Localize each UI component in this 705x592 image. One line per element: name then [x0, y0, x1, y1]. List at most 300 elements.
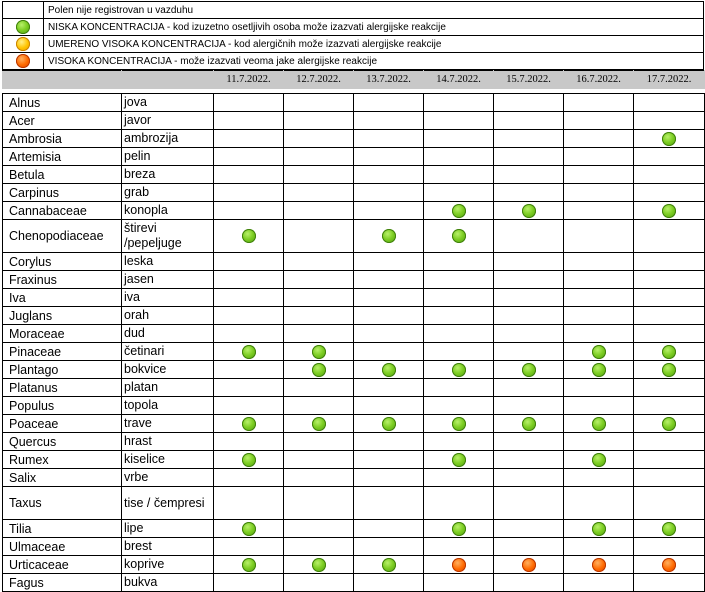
concentration-cell: [214, 469, 284, 487]
concentration-cell: [424, 343, 494, 361]
table-row: [3, 343, 705, 361]
concentration-cell: [354, 148, 424, 166]
pollen-low-dot-icon: [242, 345, 256, 359]
table-row: [3, 271, 705, 289]
concentration-cell: [494, 112, 564, 130]
table-row: [3, 289, 705, 307]
table-row: [3, 556, 705, 574]
pollen-low-dot-icon: [592, 345, 606, 359]
concentration-cell: [214, 94, 284, 112]
concentration-cell: [634, 112, 705, 130]
concentration-cell: [424, 220, 494, 253]
concentration-cell: [284, 307, 354, 325]
concentration-cell: [214, 166, 284, 184]
latin-name: Pinaceae: [3, 343, 122, 361]
concentration-cell: [214, 361, 284, 379]
local-name: dud: [122, 325, 214, 343]
concentration-cell: [634, 379, 705, 397]
concentration-cell: [214, 271, 284, 289]
concentration-cell: [424, 289, 494, 307]
concentration-cell: [564, 469, 634, 487]
concentration-cell: [354, 556, 424, 574]
pollen-mid-dot-icon: [16, 37, 30, 51]
concentration-cell: [284, 574, 354, 592]
local-name: iva: [122, 289, 214, 307]
concentration-cell: [564, 202, 634, 220]
concentration-cell: [424, 415, 494, 433]
concentration-cell: [564, 325, 634, 343]
concentration-cell: [494, 574, 564, 592]
concentration-cell: [634, 130, 705, 148]
legend-row: [3, 2, 704, 19]
concentration-cell: [494, 451, 564, 469]
pollen-low-dot-icon: [662, 522, 676, 536]
concentration-cell: [494, 289, 564, 307]
concentration-cell: [354, 325, 424, 343]
concentration-cell: [354, 94, 424, 112]
concentration-cell: [494, 487, 564, 520]
pollen-low-dot-icon: [662, 132, 676, 146]
concentration-cell: [424, 166, 494, 184]
concentration-cell: [424, 574, 494, 592]
concentration-cell: [634, 289, 705, 307]
concentration-cell: [354, 202, 424, 220]
local-name: topola: [122, 397, 214, 415]
pollen-low-dot-icon: [312, 363, 326, 377]
latin-name: Populus: [3, 397, 122, 415]
pollen-low-dot-icon: [592, 363, 606, 377]
latin-name: Chenopodiaceae: [3, 220, 122, 253]
concentration-cell: [214, 202, 284, 220]
table-row: [3, 184, 705, 202]
table-row: [3, 451, 705, 469]
pollen-low-dot-icon: [592, 453, 606, 467]
local-name: ambrozija: [122, 130, 214, 148]
local-name: jova: [122, 94, 214, 112]
concentration-cell: [424, 397, 494, 415]
table-row: [3, 469, 705, 487]
table-row: [3, 307, 705, 325]
concentration-cell: [564, 415, 634, 433]
local-name: štirevi /pepeljuge: [122, 220, 214, 253]
concentration-cell: [284, 343, 354, 361]
concentration-cell: [284, 451, 354, 469]
concentration-cell: [424, 469, 494, 487]
concentration-cell: [634, 556, 705, 574]
table-row: [3, 94, 705, 112]
latin-name: Moraceae: [3, 325, 122, 343]
concentration-cell: [354, 130, 424, 148]
date-header: 17.7.2022.: [634, 71, 705, 89]
header-blank-cell: [122, 71, 214, 89]
concentration-cell: [214, 325, 284, 343]
pollen-grid: [2, 70, 705, 592]
concentration-cell: [424, 556, 494, 574]
concentration-cell: [564, 451, 634, 469]
concentration-cell: [354, 415, 424, 433]
table-row: [3, 574, 705, 592]
concentration-cell: [214, 397, 284, 415]
concentration-cell: [494, 166, 564, 184]
table-row: [3, 361, 705, 379]
pollen-low-dot-icon: [452, 453, 466, 467]
concentration-cell: [564, 379, 634, 397]
legend-row: [3, 53, 704, 70]
concentration-cell: [424, 361, 494, 379]
concentration-cell: [354, 184, 424, 202]
concentration-cell: [214, 307, 284, 325]
concentration-cell: [424, 307, 494, 325]
pollen-low-dot-icon: [242, 522, 256, 536]
concentration-cell: [354, 361, 424, 379]
concentration-cell: [284, 112, 354, 130]
concentration-cell: [284, 433, 354, 451]
concentration-cell: [354, 487, 424, 520]
pollen-low-dot-icon: [662, 363, 676, 377]
pollen-low-dot-icon: [452, 204, 466, 218]
concentration-cell: [494, 397, 564, 415]
concentration-cell: [354, 397, 424, 415]
concentration-cell: [494, 202, 564, 220]
concentration-cell: [214, 379, 284, 397]
concentration-cell: [634, 202, 705, 220]
pollen-high-dot-icon: [592, 558, 606, 572]
concentration-cell: [494, 325, 564, 343]
concentration-cell: [284, 415, 354, 433]
pollen-low-dot-icon: [312, 345, 326, 359]
concentration-cell: [424, 325, 494, 343]
concentration-cell: [564, 397, 634, 415]
concentration-cell: [284, 253, 354, 271]
concentration-cell: [424, 253, 494, 271]
legend-row: [3, 36, 704, 53]
pollen-low-dot-icon: [242, 229, 256, 243]
pollen-low-dot-icon: [662, 204, 676, 218]
legend-text: VISOKA KONCENTRACIJA - može izazvati veoma jake alergijske reakcije: [44, 53, 704, 70]
legend-row: [3, 19, 704, 36]
table-row: [3, 325, 705, 343]
local-name: grab: [122, 184, 214, 202]
local-name: orah: [122, 307, 214, 325]
concentration-cell: [634, 451, 705, 469]
latin-name: Ambrosia: [3, 130, 122, 148]
concentration-cell: [214, 538, 284, 556]
date-header: 11.7.2022.: [214, 71, 284, 89]
concentration-cell: [424, 184, 494, 202]
concentration-cell: [354, 271, 424, 289]
concentration-cell: [494, 433, 564, 451]
concentration-cell: [354, 220, 424, 253]
concentration-cell: [284, 202, 354, 220]
concentration-cell: [424, 451, 494, 469]
latin-name: Fraxinus: [3, 271, 122, 289]
date-header: 15.7.2022.: [494, 71, 564, 89]
pollen-low-dot-icon: [382, 558, 396, 572]
concentration-cell: [284, 271, 354, 289]
pollen-low-dot-icon: [522, 363, 536, 377]
concentration-cell: [564, 271, 634, 289]
latin-name: Alnus: [3, 94, 122, 112]
pollen-low-dot-icon: [592, 522, 606, 536]
concentration-cell: [634, 343, 705, 361]
concentration-cell: [564, 220, 634, 253]
pollen-grid-body: [3, 71, 705, 592]
latin-name: Artemisia: [3, 148, 122, 166]
concentration-cell: [354, 433, 424, 451]
concentration-cell: [354, 112, 424, 130]
concentration-cell: [354, 307, 424, 325]
concentration-cell: [424, 433, 494, 451]
concentration-cell: [634, 325, 705, 343]
concentration-cell: [564, 112, 634, 130]
concentration-cell: [424, 130, 494, 148]
concentration-cell: [494, 415, 564, 433]
concentration-cell: [424, 520, 494, 538]
concentration-cell: [284, 130, 354, 148]
legend-symbol-cell: [3, 36, 44, 53]
table-row: [3, 433, 705, 451]
latin-name: Urticaceae: [3, 556, 122, 574]
pollen-low-dot-icon: [382, 417, 396, 431]
pollen-low-dot-icon: [452, 522, 466, 536]
concentration-cell: [284, 148, 354, 166]
concentration-cell: [494, 253, 564, 271]
concentration-cell: [214, 112, 284, 130]
concentration-cell: [214, 289, 284, 307]
concentration-cell: [634, 415, 705, 433]
latin-name: Betula: [3, 166, 122, 184]
concentration-cell: [494, 520, 564, 538]
latin-name: Ulmaceae: [3, 538, 122, 556]
pollen-low-dot-icon: [242, 453, 256, 467]
local-name: pelin: [122, 148, 214, 166]
table-row: [3, 202, 705, 220]
local-name: lipe: [122, 520, 214, 538]
concentration-cell: [424, 94, 494, 112]
concentration-cell: [214, 130, 284, 148]
concentration-cell: [354, 469, 424, 487]
concentration-cell: [634, 220, 705, 253]
local-name: kiselice: [122, 451, 214, 469]
concentration-cell: [284, 397, 354, 415]
table-row: [3, 415, 705, 433]
pollen-low-dot-icon: [242, 558, 256, 572]
legend-table: [2, 1, 704, 70]
pollen-low-dot-icon: [592, 417, 606, 431]
local-name: platan: [122, 379, 214, 397]
concentration-cell: [214, 184, 284, 202]
legend-text: NISKA KONCENTRACIJA - kod izuzetno osetljivih osoba može izazvati alergijske reakcije: [44, 19, 704, 36]
latin-name: Salix: [3, 469, 122, 487]
date-header: 12.7.2022.: [284, 71, 354, 89]
table-row: [3, 148, 705, 166]
concentration-cell: [634, 397, 705, 415]
latin-name: Acer: [3, 112, 122, 130]
local-name: hrast: [122, 433, 214, 451]
concentration-cell: [634, 184, 705, 202]
concentration-cell: [424, 112, 494, 130]
table-row: [3, 487, 705, 520]
latin-name: Platanus: [3, 379, 122, 397]
table-row: [3, 538, 705, 556]
latin-name: Rumex: [3, 451, 122, 469]
concentration-cell: [424, 538, 494, 556]
concentration-cell: [424, 148, 494, 166]
concentration-cell: [634, 487, 705, 520]
latin-name: Fagus: [3, 574, 122, 592]
local-name: bukva: [122, 574, 214, 592]
concentration-cell: [634, 271, 705, 289]
legend-text: Polen nije registrovan u vazduhu: [44, 2, 704, 19]
concentration-cell: [564, 361, 634, 379]
concentration-cell: [564, 538, 634, 556]
concentration-cell: [564, 520, 634, 538]
concentration-cell: [494, 271, 564, 289]
date-header: 13.7.2022.: [354, 71, 424, 89]
header-blank-cell: [3, 71, 122, 89]
concentration-cell: [214, 433, 284, 451]
pollen-low-dot-icon: [312, 417, 326, 431]
concentration-cell: [214, 556, 284, 574]
concentration-cell: [564, 307, 634, 325]
concentration-cell: [634, 520, 705, 538]
local-name: leska: [122, 253, 214, 271]
concentration-cell: [284, 325, 354, 343]
date-header: 16.7.2022.: [564, 71, 634, 89]
table-row: [3, 112, 705, 130]
concentration-cell: [564, 556, 634, 574]
concentration-cell: [494, 94, 564, 112]
concentration-cell: [354, 451, 424, 469]
latin-name: Taxus: [3, 487, 122, 520]
concentration-cell: [354, 166, 424, 184]
date-header-row: [3, 71, 705, 89]
pollen-low-dot-icon: [522, 204, 536, 218]
concentration-cell: [564, 148, 634, 166]
table-row: [3, 379, 705, 397]
local-name: breza: [122, 166, 214, 184]
table-row: [3, 253, 705, 271]
concentration-cell: [494, 220, 564, 253]
concentration-cell: [494, 469, 564, 487]
concentration-cell: [214, 343, 284, 361]
concentration-cell: [424, 271, 494, 289]
local-name: četinari: [122, 343, 214, 361]
latin-name: Plantago: [3, 361, 122, 379]
concentration-cell: [634, 361, 705, 379]
concentration-cell: [424, 379, 494, 397]
latin-name: Tilia: [3, 520, 122, 538]
concentration-cell: [214, 574, 284, 592]
pollen-high-dot-icon: [522, 558, 536, 572]
concentration-cell: [424, 202, 494, 220]
concentration-cell: [494, 556, 564, 574]
concentration-cell: [494, 538, 564, 556]
concentration-cell: [284, 220, 354, 253]
date-header: 14.7.2022.: [424, 71, 494, 89]
concentration-cell: [284, 184, 354, 202]
latin-name: Juglans: [3, 307, 122, 325]
legend-symbol-cell: [3, 53, 44, 70]
concentration-cell: [284, 94, 354, 112]
concentration-cell: [214, 220, 284, 253]
concentration-cell: [494, 343, 564, 361]
concentration-cell: [354, 574, 424, 592]
concentration-cell: [564, 130, 634, 148]
local-name: vrbe: [122, 469, 214, 487]
concentration-cell: [494, 130, 564, 148]
table-row: [3, 397, 705, 415]
concentration-cell: [634, 538, 705, 556]
pollen-high-dot-icon: [16, 54, 30, 68]
latin-name: Corylus: [3, 253, 122, 271]
concentration-cell: [284, 379, 354, 397]
concentration-cell: [214, 253, 284, 271]
concentration-cell: [354, 538, 424, 556]
concentration-cell: [214, 451, 284, 469]
concentration-cell: [284, 469, 354, 487]
pollen-low-dot-icon: [662, 417, 676, 431]
concentration-cell: [564, 166, 634, 184]
latin-name: Poaceae: [3, 415, 122, 433]
concentration-cell: [564, 94, 634, 112]
concentration-cell: [494, 379, 564, 397]
concentration-cell: [214, 487, 284, 520]
pollen-low-dot-icon: [312, 558, 326, 572]
pollen-low-dot-icon: [16, 20, 30, 34]
concentration-cell: [284, 487, 354, 520]
pollen-low-dot-icon: [382, 363, 396, 377]
legend-text: UMERENO VISOKA KONCENTRACIJA - kod alergičnih može izazvati alergijske reakcije: [44, 36, 704, 53]
concentration-cell: [284, 556, 354, 574]
pollen-high-dot-icon: [662, 558, 676, 572]
concentration-cell: [564, 289, 634, 307]
local-name: konopla: [122, 202, 214, 220]
pollen-low-dot-icon: [452, 363, 466, 377]
concentration-cell: [284, 361, 354, 379]
concentration-cell: [494, 184, 564, 202]
pollen-low-dot-icon: [522, 417, 536, 431]
latin-name: Carpinus: [3, 184, 122, 202]
pollen-low-dot-icon: [452, 417, 466, 431]
local-name: trave: [122, 415, 214, 433]
concentration-cell: [494, 361, 564, 379]
concentration-cell: [634, 433, 705, 451]
legend-body: [3, 2, 704, 70]
table-row: [3, 520, 705, 538]
concentration-cell: [354, 379, 424, 397]
table-row: [3, 166, 705, 184]
concentration-cell: [354, 343, 424, 361]
pollen-low-dot-icon: [452, 229, 466, 243]
concentration-cell: [634, 253, 705, 271]
concentration-cell: [284, 520, 354, 538]
concentration-cell: [494, 307, 564, 325]
local-name: brest: [122, 538, 214, 556]
local-name: tise / čempresi: [122, 487, 214, 520]
concentration-cell: [564, 343, 634, 361]
local-name: jasen: [122, 271, 214, 289]
concentration-cell: [564, 253, 634, 271]
pollen-low-dot-icon: [382, 229, 396, 243]
pollen-low-dot-icon: [662, 345, 676, 359]
concentration-cell: [284, 289, 354, 307]
concentration-cell: [354, 520, 424, 538]
latin-name: Iva: [3, 289, 122, 307]
local-name: javor: [122, 112, 214, 130]
latin-name: Cannabaceae: [3, 202, 122, 220]
concentration-cell: [634, 94, 705, 112]
